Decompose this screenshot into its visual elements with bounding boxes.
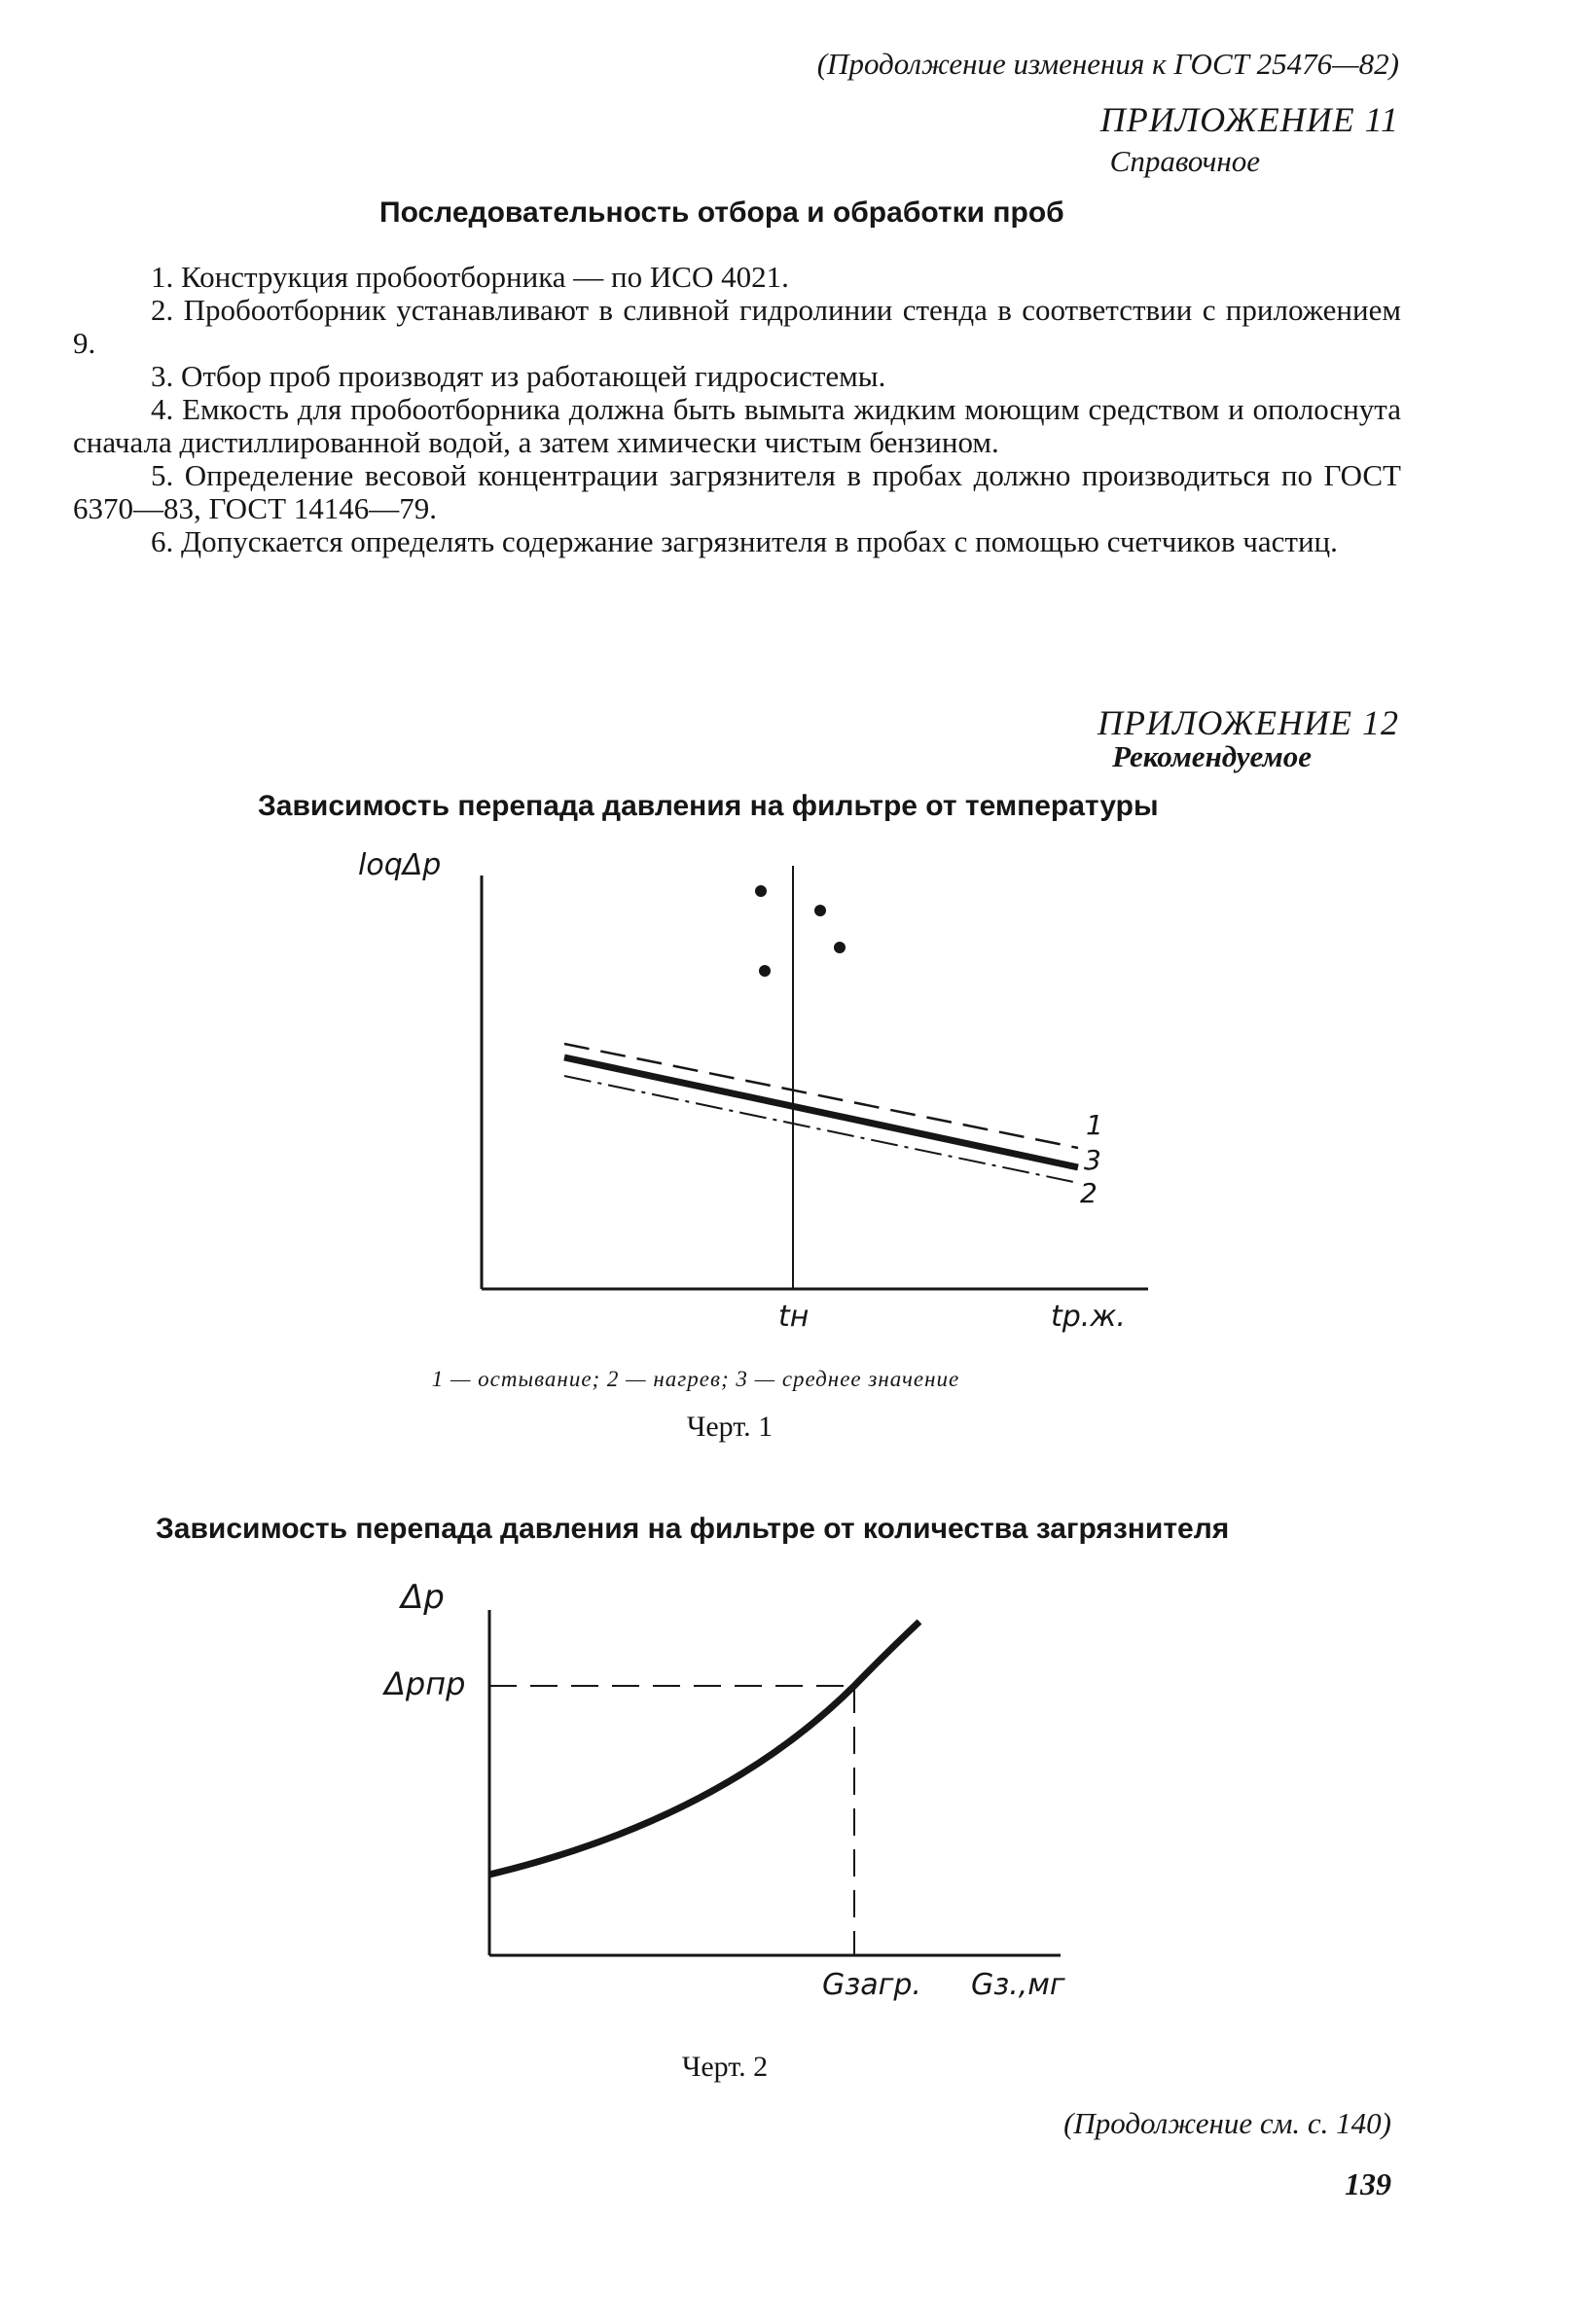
list-item: 5. Определение весовой концентрации загрязнителя в пробах должно производиться по ГОСТ 6370—83, ГОСТ 14146—79.	[73, 458, 1401, 525]
figure-1-caption: Черт. 1	[686, 1411, 774, 1443]
figure-1-legend: 1 — остывание; 2 — нагрев; 3 — среднее значение	[431, 1367, 960, 1391]
list-item: 1. Конструкция пробоотборника — по ИСО 4021.	[151, 260, 789, 294]
appendix-11-title: ПРИЛОЖЕНИЕ 11	[1099, 100, 1399, 139]
figure-1-x-label: tр.ж.	[1051, 1300, 1126, 1334]
list-item: 6. Допускается определять содержание загрязнителя в пробах с помощью счетчиков частиц.	[151, 524, 1338, 558]
list-item: 2. Пробоотборник устанавливают в сливной гидролинии стенда в соответствии с приложением 9.	[73, 293, 1401, 360]
continuation-header: (Продолжение изменения к ГОСТ 25476—82)	[816, 47, 1399, 81]
figure-1-y-label: loqΔp	[358, 848, 442, 882]
figure-2-caption: Черт. 2	[681, 2051, 769, 2083]
figure-2-g-label: Gзагр.	[822, 1968, 921, 2002]
list-item: 3. Отбор проб производят из работающей гидросистемы.	[151, 359, 886, 393]
page-number: 139	[1345, 2166, 1391, 2201]
continuation-footer: (Продолжение см. с. 140)	[1063, 2106, 1391, 2140]
appendix-12-title: ПРИЛОЖЕНИЕ 12	[1098, 703, 1399, 742]
figure-2-y-label: Δp	[401, 1578, 445, 1617]
list-item: 4. Емкость для пробоотборника должна быть вымыта жидким моющим средством и ополоснута сначала дистиллированной водой, а затем химически чистым бензином.	[73, 392, 1401, 459]
figure-2-dp-label: Δpпр	[384, 1665, 466, 1702]
figure-1-line-label-1: 1	[1086, 1109, 1103, 1141]
figure-1-heading: Зависимость перепада давления на фильтре от температуры	[258, 790, 1159, 822]
figure-2-x-label: Gз.,мг	[971, 1968, 1065, 2002]
figure-1-line-label-2: 2	[1080, 1177, 1098, 1209]
figure-1-tn-label: tн	[778, 1300, 810, 1334]
appendix-11-subtitle: Справочное	[1109, 144, 1260, 178]
figure-2-heading: Зависимость перепада давления на фильтре от количества загрязнителя	[156, 1513, 1230, 1545]
appendix-12-subtitle: Рекомендуемое	[1112, 739, 1312, 773]
figure-1-line-label-3: 3	[1084, 1144, 1101, 1176]
appendix-11-heading: Последовательность отбора и обработки проб	[379, 197, 1064, 229]
